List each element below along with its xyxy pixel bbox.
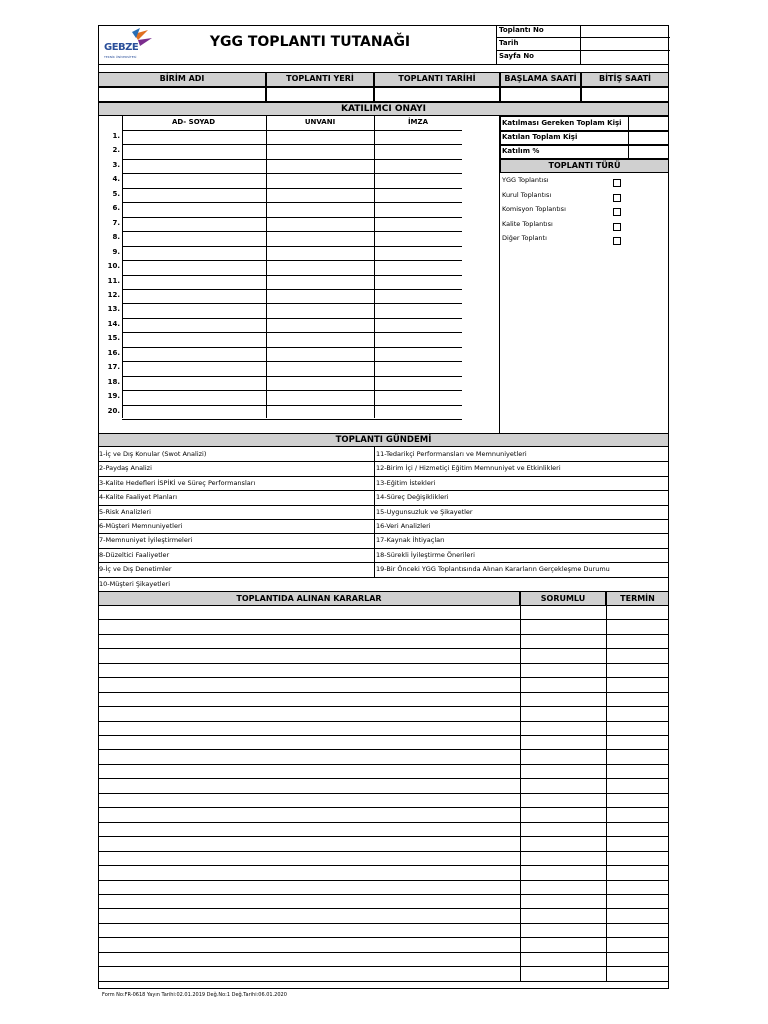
- gundem-item: 8-Düzeltici Faaliyetler: [99, 550, 170, 559]
- karar-row[interactable]: [98, 808, 669, 822]
- gundem-item: 10-Müşteri Şikayetleri: [99, 579, 171, 588]
- gundem-item: 1-İç ve Dış Konular (Swot Analizi): [99, 450, 207, 458]
- karar-row[interactable]: [98, 866, 669, 880]
- katilimci-row[interactable]: [122, 303, 462, 317]
- toplanti-turu-label: YGG Toplantısı: [502, 176, 549, 184]
- katilimci-row-number: 14.: [107, 319, 120, 328]
- karar-row[interactable]: [98, 664, 669, 678]
- katilimci-row-number: 11.: [107, 276, 120, 285]
- stat-label-katilim-yuzde: Katılım %: [502, 147, 540, 155]
- karar-row[interactable]: [98, 967, 669, 981]
- katilimci-row-number: 9.: [112, 247, 120, 256]
- katilimci-row-number: 20.: [107, 406, 120, 415]
- gundem-item: 5-Risk Analizleri: [99, 507, 151, 516]
- katilimci-row-number: 18.: [107, 377, 120, 386]
- info-header-birim-adi: BİRİM ADI: [98, 72, 266, 87]
- karar-row[interactable]: [98, 751, 669, 765]
- stat-label-gereken: Katılması Gereken Toplam Kişi: [502, 119, 622, 127]
- katilimci-row[interactable]: [122, 217, 462, 231]
- karar-row[interactable]: [98, 606, 669, 620]
- katilimci-row[interactable]: [122, 332, 462, 346]
- katilimci-row-number: 5.: [112, 189, 120, 198]
- karar-row[interactable]: [98, 779, 669, 793]
- toplanti-turu-checkbox[interactable]: [613, 237, 621, 245]
- info-header-toplanti-yeri: TOPLANTI YERİ: [266, 72, 374, 87]
- karar-row[interactable]: [98, 909, 669, 923]
- info-header-toplanti-tarihi: TOPLANTI TARİHİ: [374, 72, 500, 87]
- katilimci-row-number: 17.: [107, 363, 120, 372]
- karar-row[interactable]: [98, 765, 669, 779]
- meta-box: [496, 25, 669, 64]
- katilimci-title: KATILIMCI ONAYI: [98, 102, 669, 116]
- col-ad-soyad: AD- SOYAD: [171, 118, 216, 126]
- form-footer: Form No:FR-0618 Yayın Tarihi:02.01.2019 Değ.No:1 Değ.Tarihi:06.01.2020: [102, 992, 287, 998]
- kararlar-table: [98, 591, 669, 984]
- gundem-table: [98, 447, 669, 591]
- gundem-item: 6-Müşteri Memnuniyetleri: [99, 522, 183, 530]
- katilimci-row-number: 16.: [107, 348, 120, 357]
- info-header-baslama-saati: BAŞLAMA SAATİ: [500, 72, 581, 87]
- karar-row[interactable]: [98, 837, 669, 851]
- katilimci-row-number: 19.: [107, 392, 120, 401]
- katilimci-row-number: 4.: [112, 175, 120, 184]
- col-imza: İMZA: [407, 118, 429, 126]
- karar-row[interactable]: [98, 938, 669, 952]
- katilimci-table: [98, 116, 500, 434]
- gundem-item: 16-Veri Analizleri: [376, 522, 431, 530]
- karar-row[interactable]: [98, 794, 669, 808]
- toplanti-turu-checkbox[interactable]: [613, 208, 621, 216]
- gundem-item: 2-Paydaş Analizi: [99, 464, 152, 473]
- katilimci-row[interactable]: [122, 130, 462, 144]
- katilimci-row[interactable]: [122, 289, 462, 303]
- katilimci-row[interactable]: [122, 231, 462, 245]
- toplanti-turu-label: Komisyon Toplantısı: [502, 205, 566, 213]
- gundem-item: 13-Eğitim İstekleri: [376, 478, 436, 487]
- gundem-title: TOPLANTI GÜNDEMİ: [98, 433, 669, 447]
- katilimci-row[interactable]: [122, 173, 462, 187]
- karar-row[interactable]: [98, 707, 669, 721]
- katilimci-row[interactable]: [122, 275, 462, 289]
- katilimci-row[interactable]: [122, 188, 462, 202]
- gundem-item: 3-Kalite Hedefleri İSPİKİ ve Süreç Performansları: [99, 478, 256, 487]
- toplanti-turu-checkbox[interactable]: [613, 179, 621, 187]
- karar-row[interactable]: [98, 881, 669, 895]
- karar-row[interactable]: [98, 924, 669, 938]
- katilimci-row[interactable]: [122, 144, 462, 158]
- gundem-item: 12-Birim İçi / Hizmetiçi Eğitim Memnuniyet ve Etkinlikleri: [376, 464, 561, 473]
- info-cell-bitis-saati[interactable]: [581, 87, 669, 102]
- info-cell-baslama-saati[interactable]: [500, 87, 581, 102]
- toplanti-turu-checkbox[interactable]: [613, 194, 621, 202]
- gundem-item: 15-Uygunsuzluk ve Şikayetler: [376, 507, 473, 516]
- katilimci-row-number: 1.: [112, 132, 120, 140]
- info-table: [98, 72, 669, 104]
- katilimci-row[interactable]: [122, 202, 462, 216]
- meta-label-toplanti-no: Toplantı No: [499, 26, 544, 34]
- katilimci-row[interactable]: [122, 361, 462, 375]
- col-sorumlu: SORUMLU: [520, 591, 606, 606]
- katilimci-row-number: 7.: [112, 218, 120, 227]
- col-alinan-kararlar: TOPLANTIDA ALINAN KARARLAR: [98, 591, 520, 606]
- katilimci-row[interactable]: [122, 347, 462, 361]
- karar-row[interactable]: [98, 895, 669, 909]
- logo-text: GEBZE: [104, 42, 139, 53]
- meta-label-sayfa-no: Sayfa No: [499, 52, 534, 60]
- toplanti-turu-label: Kalite Toplantısı: [502, 219, 553, 228]
- katilimci-row[interactable]: [122, 260, 462, 274]
- side-panel: [500, 116, 669, 434]
- karar-row[interactable]: [98, 649, 669, 663]
- logo: [104, 28, 156, 62]
- katilimci-row-number: 2.: [112, 146, 120, 155]
- toplanti-turu-title: TOPLANTI TÜRÜ: [500, 159, 669, 173]
- gundem-item: 17-Kaynak İhtiyaçları: [376, 536, 445, 545]
- katilimci-row-number: 3.: [112, 160, 120, 169]
- katilimci-row[interactable]: [122, 159, 462, 173]
- toplanti-turu-label: Kurul Toplantısı: [502, 190, 552, 199]
- katilimci-row[interactable]: [122, 390, 462, 404]
- karar-row[interactable]: [98, 722, 669, 736]
- info-cell-toplanti-yeri[interactable]: [266, 87, 374, 102]
- toplanti-turu-checkbox[interactable]: [613, 223, 621, 231]
- toplanti-turu-label: Diğer Toplantı: [502, 234, 547, 242]
- meta-label-tarih: Tarih: [499, 39, 519, 47]
- katilimci-row-number: 6.: [112, 204, 120, 213]
- katilimci-row-number: 8.: [112, 233, 120, 242]
- karar-row[interactable]: [98, 823, 669, 837]
- logo-subtext: TEKNİK ÜNİVERSİTESİ: [104, 55, 137, 59]
- karar-row[interactable]: [98, 693, 669, 707]
- katilimci-row-number: 12.: [107, 290, 120, 299]
- gundem-item: 14-Süreç Değişiklikleri: [376, 493, 449, 502]
- katilimci-row[interactable]: [122, 246, 462, 260]
- katilimci-row[interactable]: [122, 318, 462, 332]
- gundem-item: 7-Memnuniyet İyileştirmeleri: [99, 536, 193, 545]
- katilimci-row-number: 10.: [107, 262, 120, 271]
- stat-label-katilan: Katılan Toplam Kişi: [502, 133, 578, 141]
- gundem-item: 11-Tedarikçi Performansları ve Memnuniyetleri: [376, 450, 527, 458]
- karar-row[interactable]: [98, 678, 669, 692]
- gundem-item: 9-İç ve Dış Denetimler: [99, 565, 172, 574]
- karar-row[interactable]: [98, 852, 669, 866]
- karar-row[interactable]: [98, 736, 669, 750]
- katilimci-row[interactable]: [122, 405, 462, 419]
- info-cell-toplanti-tarihi[interactable]: [374, 87, 500, 102]
- karar-row[interactable]: [98, 953, 669, 967]
- info-header-bitis-saati: BİTİŞ SAATİ: [581, 72, 669, 87]
- page-title: YGG TOPLANTI TUTANAĞI: [209, 34, 411, 50]
- katilimci-row-number: 13.: [107, 305, 120, 314]
- katilimci-row[interactable]: [122, 376, 462, 390]
- gundem-item: 18-Sürekli İyileştirme Önerileri: [376, 550, 475, 559]
- katilimci-row-number: 15.: [107, 334, 120, 343]
- col-unvani: UNVANI: [304, 118, 336, 126]
- gundem-item: 19-Bir Önceki YGG Toplantısında Alınan Kararların Gerçekleşme Durumu: [376, 565, 610, 574]
- col-termin: TERMİN: [606, 591, 669, 606]
- info-cell-birim-adi[interactable]: [98, 87, 266, 102]
- gundem-item: 4-Kalite Faaliyet Planları: [99, 493, 178, 502]
- karar-row[interactable]: [98, 635, 669, 649]
- karar-row[interactable]: [98, 620, 669, 634]
